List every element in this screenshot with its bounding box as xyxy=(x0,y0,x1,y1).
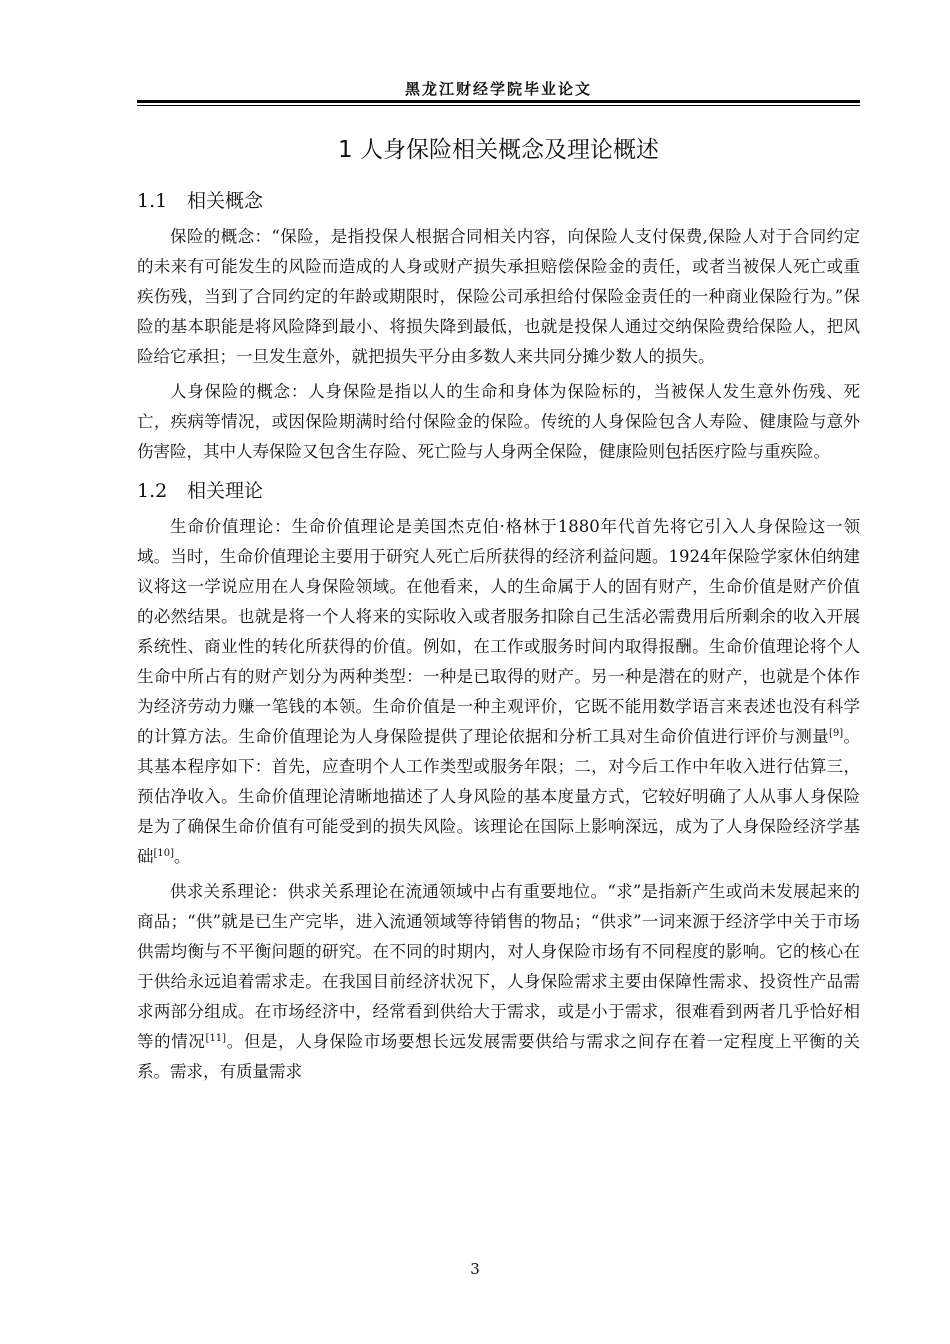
paragraph-text: 供求关系理论：供求关系理论在流通领域中占有重要地位。“求”是指新产生或尚未发展起来的商品；“供”就是已生产完毕，进入流通领域等待销售的物品；“供求”一词来源于经济学中关于市场供需均衡与不平衡问题的研究。在不同的时期内，对人身保险市场有不同程度的影响。它的核心在于供给永远追着需求走。在我国目前经济状况下，人身保险需求主要由保障性需求、投资性产品需求两部分组成。在市场经济中，经常看到供给大于需求，或是小于需求，很难看到两者几乎恰好相等的情况 xyxy=(137,882,860,1051)
chapter-title: 1 人身保险相关概念及理论概述 xyxy=(338,137,659,163)
page-body xyxy=(137,130,860,1092)
page-number: 3 xyxy=(470,1260,480,1278)
section-title: 相关理论 xyxy=(187,480,264,502)
section-title: 相关概念 xyxy=(187,190,264,212)
paragraph-insurance-concept: 保险的概念：“保险，是指投保人根据合同相关内容，向保险人支付保费,保险人对于合同约定的未来有可能发生的风险而造成的人身或财产损失承担赔偿保险金的责任，或者当被保人死亡或重疾伤残，当到了合同约定的年龄或期限时，保险公司承担给付保险金责任的一种商业保险行为。”保险的基本职能是将风险降到最小、将损失降到最低，也就是投保人通过交纳保险费给保险人，把风险给它承担；一旦发生意外，就把损失平分由多数人来共同分摊少数人的损失。 xyxy=(137,227,860,366)
citation-ref: [10] xyxy=(153,848,175,859)
section-heading-1-2 xyxy=(137,472,860,512)
paragraph-text: 。其基本程序如下：首先，应查明个人工作类型或服务年限；二，对今后工作中年收入进行估算三，预估净收入。生命价值理论清晰地描述了人身风险的基本度量方式，它较好明确了人从事人身保险是为了确保生命价值有可能受到的损失风险。该理论在国际上影响深远，成为了人身保险经济学基础 xyxy=(137,727,861,866)
header-rule-thick xyxy=(137,100,860,103)
paragraph-life-value-theory xyxy=(137,512,860,872)
page-header: 黑龙江财经学院毕业论文 xyxy=(404,80,592,98)
citation-ref: [11] xyxy=(205,1033,227,1044)
paragraph-text: 生命价值理论：生命价值理论是美国杰克伯·格林于1880年代首先将它引入人身保险这一领域。当时，生命价值理论主要用于研究人死亡后所获得的经济利益问题。1924年保险学家休伯纳建议将这一学说应用在人身保险领域。在他看来，人的生命属于人的固有财产，生命价值是财产价值的必然结果。也就是将一个人将来的实际收入或者服务扣除自己生活必需费用后所剩余的收入开展系统性、商业性的转化所获得的价值。例如，在工作或服务时间内取得报酬。生命价值理论将个人生命中所占有的财产划分为两种类型：一种是已取得的财产。另一种是潜在的财产，也就是个体作为经济劳动力赚一笔钱的本领。生命价值是一种主观评价，它既不能用数学语言来表述也没有科学的计算方法。生命价值理论为人身保险提供了理论依据和分析工具对生命价值进行评价与测量 xyxy=(137,517,860,746)
paragraph-life-insurance-concept: 人身保险的概念：人身保险是指以人的生命和身体为保险标的，当被保人发生意外伤残、死亡，疾病等情况，或因保险期满时给付保险金的保险。传统的人身保险包含人寿险、健康险与意外伤害险，其中人寿保险又包含生存险、死亡险与人身两全保险，健康险则包括医疗险与重疾险。 xyxy=(137,382,860,461)
paragraph-text: 。 xyxy=(174,847,191,866)
section-number: 1.1 xyxy=(137,190,168,212)
paragraph-text: 。但是，人身保险市场要想长远发展需要供给与需求之间存在着一定程度上平衡的关系。需求，有质量需求 xyxy=(137,1032,861,1081)
citation-ref: [9] xyxy=(828,728,844,739)
section-number: 1.2 xyxy=(137,480,168,502)
header-rule-thin xyxy=(137,105,860,106)
paragraph-supply-demand-theory xyxy=(137,877,860,1087)
section-heading-1-1 xyxy=(137,182,860,222)
